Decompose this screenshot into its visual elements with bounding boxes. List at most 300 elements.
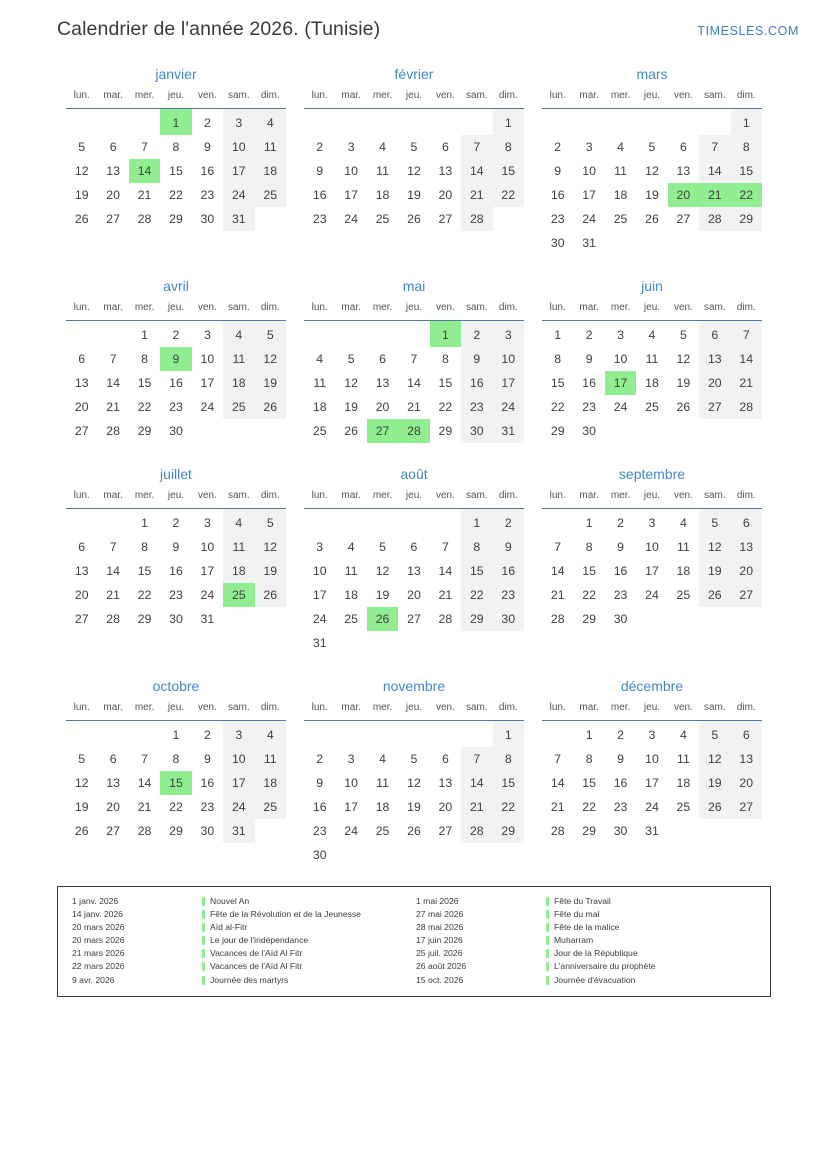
day-cell[interactable]: 12 (375, 564, 390, 578)
day-cell[interactable]: 28 (106, 424, 120, 438)
day-cell[interactable]: 8 (441, 352, 449, 366)
day-cell[interactable]: 6 (441, 752, 449, 766)
day-cell[interactable]: 1 (141, 328, 148, 342)
day-cell[interactable]: 15 (137, 376, 152, 390)
day-cell-weekend[interactable]: 1 (493, 721, 524, 748)
day-cell[interactable]: 14 (137, 776, 152, 790)
day-cell[interactable]: 26 (407, 212, 421, 226)
day-cell[interactable]: 7 (141, 752, 148, 766)
day-cell[interactable]: 20 (407, 588, 421, 602)
day-cell[interactable]: 21 (137, 188, 152, 202)
day-cell[interactable]: 23 (613, 588, 628, 602)
day-cell-weekend[interactable]: 26 (255, 583, 286, 607)
day-cell[interactable]: 3 (648, 728, 656, 742)
day-cell-weekend[interactable]: 28 (461, 207, 492, 231)
day-cell-weekend[interactable]: 26 (699, 583, 730, 607)
day-cell-weekend[interactable]: 27 (731, 795, 762, 819)
day-cell-weekend[interactable]: 19 (255, 371, 286, 395)
day-cell-weekend[interactable]: 6 (731, 509, 762, 536)
day-cell[interactable]: 21 (550, 588, 565, 602)
day-cell[interactable]: 17 (312, 588, 327, 602)
day-cell[interactable]: 28 (550, 612, 565, 626)
day-cell[interactable]: 31 (200, 612, 215, 626)
day-cell[interactable]: 17 (582, 188, 596, 202)
day-cell-weekend[interactable]: 5 (699, 509, 730, 536)
day-cell[interactable]: 8 (141, 540, 148, 554)
day-cell[interactable]: 9 (617, 540, 624, 554)
day-cell-weekend[interactable]: 4 (255, 721, 286, 748)
day-cell[interactable]: 11 (344, 564, 358, 578)
day-cell-weekend[interactable]: 11 (255, 747, 286, 771)
day-cell[interactable]: 29 (438, 424, 453, 438)
day-cell-weekend[interactable]: 17 (223, 159, 254, 183)
day-cell[interactable]: 7 (109, 540, 117, 554)
day-cell[interactable]: 9 (316, 164, 324, 178)
day-cell[interactable]: 13 (438, 776, 453, 790)
day-cell[interactable]: 22 (137, 400, 152, 414)
day-cell[interactable]: 15 (137, 564, 152, 578)
day-cell-weekend[interactable]: 31 (493, 419, 524, 443)
day-cell-holiday[interactable]: 22 (731, 183, 762, 207)
day-cell[interactable]: 24 (645, 800, 659, 814)
day-cell[interactable]: 6 (78, 540, 86, 554)
day-cell[interactable]: 21 (106, 588, 120, 602)
day-cell[interactable]: 29 (137, 424, 152, 438)
day-cell-weekend[interactable]: 31 (223, 819, 254, 843)
day-cell[interactable]: 28 (137, 212, 152, 226)
day-cell[interactable]: 30 (312, 848, 327, 862)
day-cell[interactable]: 14 (550, 564, 565, 578)
day-cell[interactable]: 3 (617, 328, 624, 342)
day-cell-weekend[interactable]: 25 (255, 183, 286, 207)
day-cell[interactable]: 22 (137, 588, 152, 602)
day-cell[interactable]: 27 (74, 424, 89, 438)
day-cell[interactable]: 8 (585, 752, 593, 766)
day-cell[interactable]: 2 (617, 728, 624, 742)
day-cell[interactable]: 17 (645, 564, 659, 578)
day-cell-weekend[interactable]: 7 (461, 747, 492, 771)
day-cell-weekend[interactable]: 29 (493, 819, 524, 843)
day-cell-weekend[interactable]: 8 (493, 747, 524, 771)
day-cell[interactable]: 2 (316, 140, 324, 154)
day-cell[interactable]: 29 (169, 212, 183, 226)
day-cell[interactable]: 22 (169, 800, 183, 814)
day-cell-weekend[interactable]: 18 (223, 371, 254, 395)
day-cell[interactable]: 7 (554, 752, 562, 766)
day-cell[interactable]: 13 (106, 776, 120, 790)
day-cell[interactable]: 11 (677, 752, 690, 766)
day-cell[interactable]: 8 (554, 352, 562, 366)
day-cell[interactable]: 19 (74, 188, 89, 202)
day-cell[interactable]: 12 (74, 776, 89, 790)
day-cell[interactable]: 29 (582, 824, 596, 838)
day-cell-weekend[interactable]: 15 (731, 159, 762, 183)
day-cell[interactable]: 22 (438, 400, 453, 414)
day-cell-weekend[interactable]: 21 (461, 795, 492, 819)
day-cell[interactable]: 25 (375, 212, 390, 226)
day-cell[interactable]: 19 (407, 800, 421, 814)
day-cell-weekend[interactable]: 4 (255, 109, 286, 136)
day-cell-weekend[interactable]: 17 (223, 771, 254, 795)
day-cell[interactable]: 6 (109, 752, 117, 766)
day-cell-weekend[interactable]: 19 (255, 559, 286, 583)
day-cell-weekend[interactable]: 24 (493, 395, 524, 419)
day-cell-weekend[interactable]: 25 (255, 795, 286, 819)
day-cell-weekend[interactable]: 19 (699, 771, 730, 795)
day-cell-weekend[interactable]: 31 (223, 207, 254, 231)
day-cell[interactable]: 16 (312, 800, 327, 814)
day-cell-weekend[interactable]: 30 (461, 419, 492, 443)
day-cell-weekend[interactable]: 7 (731, 321, 762, 348)
day-cell[interactable]: 5 (648, 140, 656, 154)
day-cell[interactable]: 4 (648, 328, 656, 342)
day-cell[interactable]: 14 (550, 776, 565, 790)
day-cell[interactable]: 4 (347, 540, 355, 554)
day-cell[interactable]: 13 (407, 564, 421, 578)
day-cell[interactable]: 20 (375, 400, 390, 414)
day-cell-weekend[interactable]: 19 (699, 559, 730, 583)
day-cell[interactable]: 7 (141, 140, 148, 154)
day-cell[interactable]: 2 (585, 328, 593, 342)
day-cell-holiday[interactable]: 9 (160, 347, 191, 371)
day-cell-weekend[interactable]: 2 (461, 321, 492, 348)
day-cell[interactable]: 27 (438, 824, 453, 838)
day-cell[interactable]: 23 (312, 824, 327, 838)
day-cell[interactable]: 7 (410, 352, 418, 366)
day-cell-holiday[interactable]: 1 (160, 109, 191, 136)
day-cell[interactable]: 1 (585, 728, 593, 742)
day-cell-weekend[interactable]: 13 (731, 747, 762, 771)
day-cell[interactable]: 7 (109, 352, 117, 366)
day-cell[interactable]: 21 (106, 400, 120, 414)
day-cell[interactable]: 25 (676, 588, 691, 602)
day-cell[interactable]: 13 (438, 164, 453, 178)
day-cell[interactable]: 20 (106, 188, 120, 202)
day-cell-weekend[interactable]: 20 (731, 771, 762, 795)
day-cell[interactable]: 26 (74, 824, 89, 838)
day-cell[interactable]: 18 (375, 800, 390, 814)
day-cell[interactable]: 15 (550, 376, 565, 390)
day-cell-weekend[interactable]: 11 (223, 535, 254, 559)
day-cell[interactable]: 16 (550, 188, 565, 202)
day-cell-weekend[interactable]: 23 (493, 583, 524, 607)
day-cell[interactable]: 19 (375, 588, 390, 602)
day-cell[interactable]: 13 (375, 376, 390, 390)
day-cell[interactable]: 2 (203, 728, 211, 742)
day-cell-weekend[interactable]: 3 (493, 321, 524, 348)
day-cell[interactable]: 12 (645, 164, 659, 178)
day-cell[interactable]: 30 (200, 824, 215, 838)
day-cell-weekend[interactable]: 16 (493, 559, 524, 583)
day-cell[interactable]: 22 (582, 588, 596, 602)
day-cell-weekend[interactable]: 20 (699, 371, 730, 395)
day-cell[interactable]: 11 (645, 352, 659, 366)
day-cell[interactable]: 5 (679, 328, 687, 342)
day-cell[interactable]: 25 (645, 400, 659, 414)
day-cell-weekend[interactable]: 15 (493, 771, 524, 795)
day-cell-weekend[interactable]: 27 (731, 583, 762, 607)
day-cell[interactable]: 24 (582, 212, 596, 226)
day-cell[interactable]: 21 (407, 400, 421, 414)
day-cell[interactable]: 4 (379, 140, 386, 154)
day-cell[interactable]: 1 (172, 728, 180, 742)
day-cell[interactable]: 30 (200, 212, 215, 226)
day-cell[interactable]: 6 (679, 140, 687, 154)
day-cell-weekend[interactable]: 20 (731, 559, 762, 583)
day-cell-weekend[interactable]: 13 (699, 347, 730, 371)
day-cell-weekend[interactable]: 8 (461, 535, 492, 559)
day-cell[interactable]: 23 (169, 588, 183, 602)
day-cell[interactable]: 29 (169, 824, 183, 838)
day-cell[interactable]: 24 (613, 400, 628, 414)
day-cell[interactable]: 23 (550, 212, 565, 226)
day-cell-weekend[interactable]: 18 (255, 771, 286, 795)
day-cell[interactable]: 2 (316, 752, 324, 766)
day-cell[interactable]: 8 (585, 540, 593, 554)
day-cell[interactable]: 16 (169, 564, 183, 578)
day-cell[interactable]: 9 (203, 140, 211, 154)
day-cell[interactable]: 18 (676, 776, 691, 790)
day-cell[interactable]: 25 (375, 824, 390, 838)
day-cell-holiday[interactable]: 17 (605, 371, 636, 395)
day-cell[interactable]: 25 (312, 424, 327, 438)
day-cell[interactable]: 21 (438, 588, 453, 602)
day-cell[interactable]: 23 (200, 188, 215, 202)
day-cell[interactable]: 27 (74, 612, 89, 626)
day-cell[interactable]: 11 (313, 376, 327, 390)
day-cell[interactable]: 3 (585, 140, 593, 154)
day-cell[interactable]: 18 (613, 188, 628, 202)
day-cell[interactable]: 17 (645, 776, 659, 790)
day-cell[interactable]: 9 (617, 752, 624, 766)
day-cell[interactable]: 3 (203, 328, 211, 342)
day-cell[interactable]: 12 (407, 164, 421, 178)
day-cell[interactable]: 25 (676, 800, 691, 814)
day-cell[interactable]: 12 (676, 352, 691, 366)
day-cell[interactable]: 20 (438, 188, 453, 202)
day-cell-weekend[interactable]: 4 (223, 509, 254, 536)
day-cell-weekend[interactable]: 11 (255, 135, 286, 159)
day-cell[interactable]: 6 (379, 352, 386, 366)
day-cell[interactable]: 17 (344, 800, 358, 814)
day-cell[interactable]: 26 (344, 424, 358, 438)
day-cell[interactable]: 5 (78, 752, 86, 766)
day-cell[interactable]: 20 (106, 800, 120, 814)
day-cell[interactable]: 1 (141, 516, 148, 530)
day-cell-weekend[interactable]: 8 (493, 135, 524, 159)
day-cell-holiday[interactable]: 25 (223, 583, 254, 607)
day-cell[interactable]: 16 (613, 564, 628, 578)
day-cell-weekend[interactable]: 14 (461, 771, 492, 795)
day-cell-weekend[interactable]: 1 (461, 509, 492, 536)
day-cell[interactable]: 22 (582, 800, 596, 814)
day-cell[interactable]: 16 (613, 776, 628, 790)
day-cell[interactable]: 15 (582, 564, 596, 578)
day-cell[interactable]: 17 (344, 188, 358, 202)
day-cell[interactable]: 4 (316, 352, 324, 366)
day-cell[interactable]: 10 (645, 540, 659, 554)
day-cell[interactable]: 22 (169, 188, 183, 202)
day-cell[interactable]: 10 (344, 164, 358, 178)
day-cell[interactable]: 10 (344, 776, 358, 790)
day-cell-weekend[interactable]: 4 (223, 321, 254, 348)
day-cell-weekend[interactable]: 14 (731, 347, 762, 371)
day-cell[interactable]: 24 (200, 588, 215, 602)
day-cell-holiday[interactable]: 28 (398, 419, 429, 443)
day-cell-weekend[interactable]: 15 (493, 159, 524, 183)
day-cell[interactable]: 12 (407, 776, 421, 790)
day-cell[interactable]: 23 (613, 800, 628, 814)
day-cell[interactable]: 12 (344, 376, 358, 390)
day-cell[interactable]: 9 (203, 752, 211, 766)
day-cell-weekend[interactable]: 22 (461, 583, 492, 607)
day-cell-holiday[interactable]: 20 (668, 183, 699, 207)
day-cell[interactable]: 6 (78, 352, 86, 366)
day-cell-weekend[interactable]: 22 (493, 183, 524, 207)
day-cell-weekend[interactable]: 6 (731, 721, 762, 748)
day-cell[interactable]: 3 (316, 540, 324, 554)
day-cell-weekend[interactable]: 16 (461, 371, 492, 395)
day-cell-weekend[interactable]: 28 (699, 207, 730, 231)
day-cell-weekend[interactable]: 11 (223, 347, 254, 371)
day-cell[interactable]: 24 (344, 212, 358, 226)
day-cell[interactable]: 24 (645, 588, 659, 602)
day-cell[interactable]: 16 (169, 376, 183, 390)
day-cell[interactable]: 24 (344, 824, 358, 838)
day-cell[interactable]: 30 (613, 824, 628, 838)
day-cell[interactable]: 24 (312, 612, 327, 626)
day-cell[interactable]: 7 (554, 540, 562, 554)
day-cell-weekend[interactable]: 3 (223, 109, 254, 136)
day-cell-weekend[interactable]: 14 (461, 159, 492, 183)
day-cell[interactable]: 14 (438, 564, 453, 578)
day-cell[interactable]: 27 (438, 212, 453, 226)
day-cell[interactable]: 14 (106, 376, 120, 390)
day-cell[interactable]: 15 (169, 164, 183, 178)
day-cell-holiday[interactable]: 27 (367, 419, 398, 443)
day-cell[interactable]: 6 (109, 140, 117, 154)
day-cell-weekend[interactable]: 5 (699, 721, 730, 748)
day-cell[interactable]: 10 (613, 352, 628, 366)
day-cell[interactable]: 5 (78, 140, 86, 154)
day-cell[interactable]: 1 (554, 328, 562, 342)
day-cell-weekend[interactable]: 21 (731, 371, 762, 395)
day-cell-weekend[interactable]: 9 (461, 347, 492, 371)
day-cell[interactable]: 25 (613, 212, 628, 226)
day-cell[interactable]: 18 (676, 564, 691, 578)
day-cell[interactable]: 19 (645, 188, 659, 202)
day-cell[interactable]: 28 (550, 824, 565, 838)
day-cell[interactable]: 10 (645, 752, 659, 766)
day-cell[interactable]: 11 (376, 776, 389, 790)
day-cell[interactable]: 31 (645, 824, 659, 838)
day-cell[interactable]: 23 (200, 800, 215, 814)
day-cell[interactable]: 3 (648, 516, 656, 530)
day-cell-weekend[interactable]: 10 (223, 135, 254, 159)
day-cell[interactable]: 15 (582, 776, 596, 790)
day-cell[interactable]: 27 (106, 824, 120, 838)
day-cell[interactable]: 27 (676, 212, 691, 226)
day-cell-weekend[interactable]: 3 (223, 721, 254, 748)
day-cell-weekend[interactable]: 13 (731, 535, 762, 559)
day-cell[interactable]: 25 (344, 612, 358, 626)
day-cell-holiday[interactable]: 15 (160, 771, 191, 795)
day-cell-weekend[interactable]: 28 (731, 395, 762, 419)
day-cell-weekend[interactable]: 26 (255, 395, 286, 419)
day-cell-weekend[interactable]: 21 (461, 183, 492, 207)
day-cell[interactable]: 30 (169, 612, 183, 626)
day-cell-weekend[interactable]: 7 (699, 135, 730, 159)
day-cell[interactable]: 24 (200, 400, 215, 414)
day-cell-weekend[interactable]: 18 (223, 559, 254, 583)
day-cell[interactable]: 27 (106, 212, 120, 226)
day-cell-weekend[interactable]: 10 (223, 747, 254, 771)
day-cell[interactable]: 21 (550, 800, 565, 814)
day-cell[interactable]: 3 (347, 140, 355, 154)
day-cell-weekend[interactable]: 5 (255, 321, 286, 348)
day-cell-weekend[interactable]: 12 (255, 535, 286, 559)
day-cell[interactable]: 3 (203, 516, 211, 530)
day-cell[interactable]: 28 (438, 612, 453, 626)
day-cell[interactable]: 6 (441, 140, 449, 154)
day-cell-weekend[interactable]: 12 (699, 535, 730, 559)
day-cell[interactable]: 20 (74, 400, 89, 414)
day-cell-weekend[interactable]: 8 (731, 135, 762, 159)
day-cell-holiday[interactable]: 14 (129, 159, 160, 183)
day-cell[interactable]: 27 (407, 612, 421, 626)
day-cell-weekend[interactable]: 1 (493, 109, 524, 136)
day-cell[interactable]: 4 (679, 516, 687, 530)
day-cell[interactable]: 2 (172, 516, 180, 530)
day-cell[interactable]: 29 (550, 424, 565, 438)
day-cell-weekend[interactable]: 6 (699, 321, 730, 348)
day-cell[interactable]: 20 (438, 800, 453, 814)
day-cell-weekend[interactable]: 12 (699, 747, 730, 771)
day-cell-weekend[interactable]: 29 (731, 207, 762, 231)
day-cell-weekend[interactable]: 9 (493, 535, 524, 559)
day-cell[interactable]: 11 (677, 540, 690, 554)
day-cell-holiday[interactable]: 1 (430, 321, 461, 348)
day-cell-weekend[interactable]: 28 (461, 819, 492, 843)
day-cell[interactable]: 18 (645, 376, 659, 390)
day-cell[interactable]: 17 (200, 564, 215, 578)
day-cell[interactable]: 9 (585, 352, 593, 366)
day-cell[interactable]: 2 (172, 328, 180, 342)
day-cell-weekend[interactable]: 14 (699, 159, 730, 183)
day-cell[interactable]: 29 (137, 612, 152, 626)
day-cell-weekend[interactable]: 17 (493, 371, 524, 395)
day-cell[interactable]: 26 (645, 212, 659, 226)
day-cell[interactable]: 30 (613, 612, 628, 626)
day-cell-holiday[interactable]: 21 (699, 183, 730, 207)
day-cell-holiday[interactable]: 26 (367, 607, 398, 631)
day-cell[interactable]: 28 (106, 612, 120, 626)
day-cell[interactable]: 26 (74, 212, 89, 226)
day-cell[interactable]: 5 (410, 140, 418, 154)
day-cell-weekend[interactable]: 30 (493, 607, 524, 631)
day-cell[interactable]: 4 (679, 728, 687, 742)
day-cell[interactable]: 21 (137, 800, 152, 814)
day-cell[interactable]: 30 (169, 424, 183, 438)
day-cell-weekend[interactable]: 10 (493, 347, 524, 371)
day-cell-weekend[interactable]: 18 (255, 159, 286, 183)
day-cell[interactable]: 4 (379, 752, 386, 766)
day-cell-weekend[interactable]: 25 (223, 395, 254, 419)
day-cell[interactable]: 23 (169, 400, 183, 414)
day-cell-weekend[interactable]: 1 (731, 109, 762, 136)
day-cell[interactable]: 13 (106, 164, 120, 178)
day-cell-weekend[interactable]: 15 (461, 559, 492, 583)
